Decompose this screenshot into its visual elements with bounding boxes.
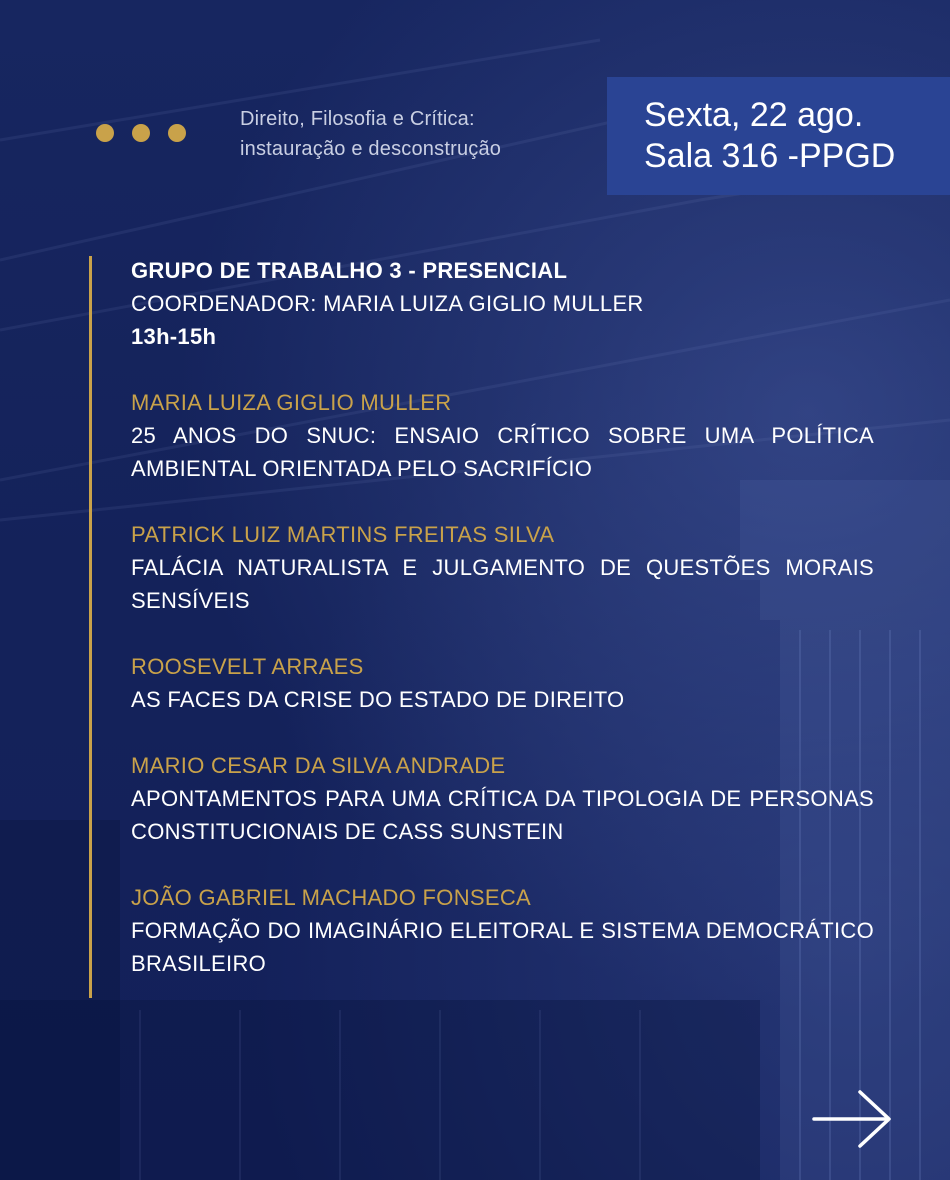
presentation-title: APONTAMENTOS PARA UMA CRÍTICA DA TIPOLOGIA DE PERSONAS CONSTITUCIONAIS DE CASS SUNSTEIN — [131, 786, 874, 844]
presentation-entry — [131, 749, 874, 848]
presentation-title: FORMAÇÃO DO IMAGINÁRIO ELEITORAL E SISTEMA DEMOCRÁTICO BRASILEIRO — [131, 918, 874, 976]
presentation-entry — [131, 650, 874, 716]
gold-divider-line — [89, 256, 92, 998]
presenter-name: ROOSEVELT ARRAES — [131, 654, 364, 679]
three-dots-icon — [96, 124, 186, 142]
presentation-title: AS FACES DA CRISE DO ESTADO DE DIREITO — [131, 687, 625, 712]
dot — [96, 124, 114, 142]
session-title: GRUPO DE TRABALHO 3 - PRESENCIAL — [131, 258, 568, 283]
presentation-title: FALÁCIA NATURALISTA E JULGAMENTO DE QUESTÕES MORAIS SENSÍVEIS — [131, 555, 874, 613]
presentation-title: 25 ANOS DO SNUC: ENSAIO CRÍTICO SOBRE UMA POLÍTICA AMBIENTAL ORIENTADA PELO SACRIFÍCIO — [131, 423, 874, 481]
subtitle-line-2: instauração e desconstrução — [240, 138, 502, 160]
dot — [132, 124, 150, 142]
presenter-name: MARIA LUIZA GIGLIO MULLER — [131, 390, 452, 415]
room-label: Sala 316 -PPGD — [644, 137, 896, 175]
arrow-right-icon[interactable] — [812, 1088, 894, 1150]
presenter-name: MARIO CESAR DA SILVA ANDRADE — [131, 753, 506, 778]
presenter-name: JOÃO GABRIEL MACHADO FONSECA — [131, 885, 531, 910]
presentation-entry — [131, 386, 874, 485]
presenter-name: PATRICK LUIZ MARTINS FREITAS SILVA — [131, 522, 555, 547]
presentation-entry — [131, 881, 874, 980]
date-room-box — [607, 77, 950, 195]
session-coordinator: COORDENADOR: MARIA LUIZA GIGLIO MULLER — [131, 291, 644, 316]
subtitle-line-1: Direito, Filosofia e Crítica: — [240, 108, 475, 130]
session-content — [131, 254, 874, 980]
date-label: Sexta, 22 ago. — [644, 96, 864, 134]
session-time: 13h-15h — [131, 324, 217, 349]
event-subtitle — [240, 104, 580, 164]
dot — [168, 124, 186, 142]
presentation-entry — [131, 518, 874, 617]
